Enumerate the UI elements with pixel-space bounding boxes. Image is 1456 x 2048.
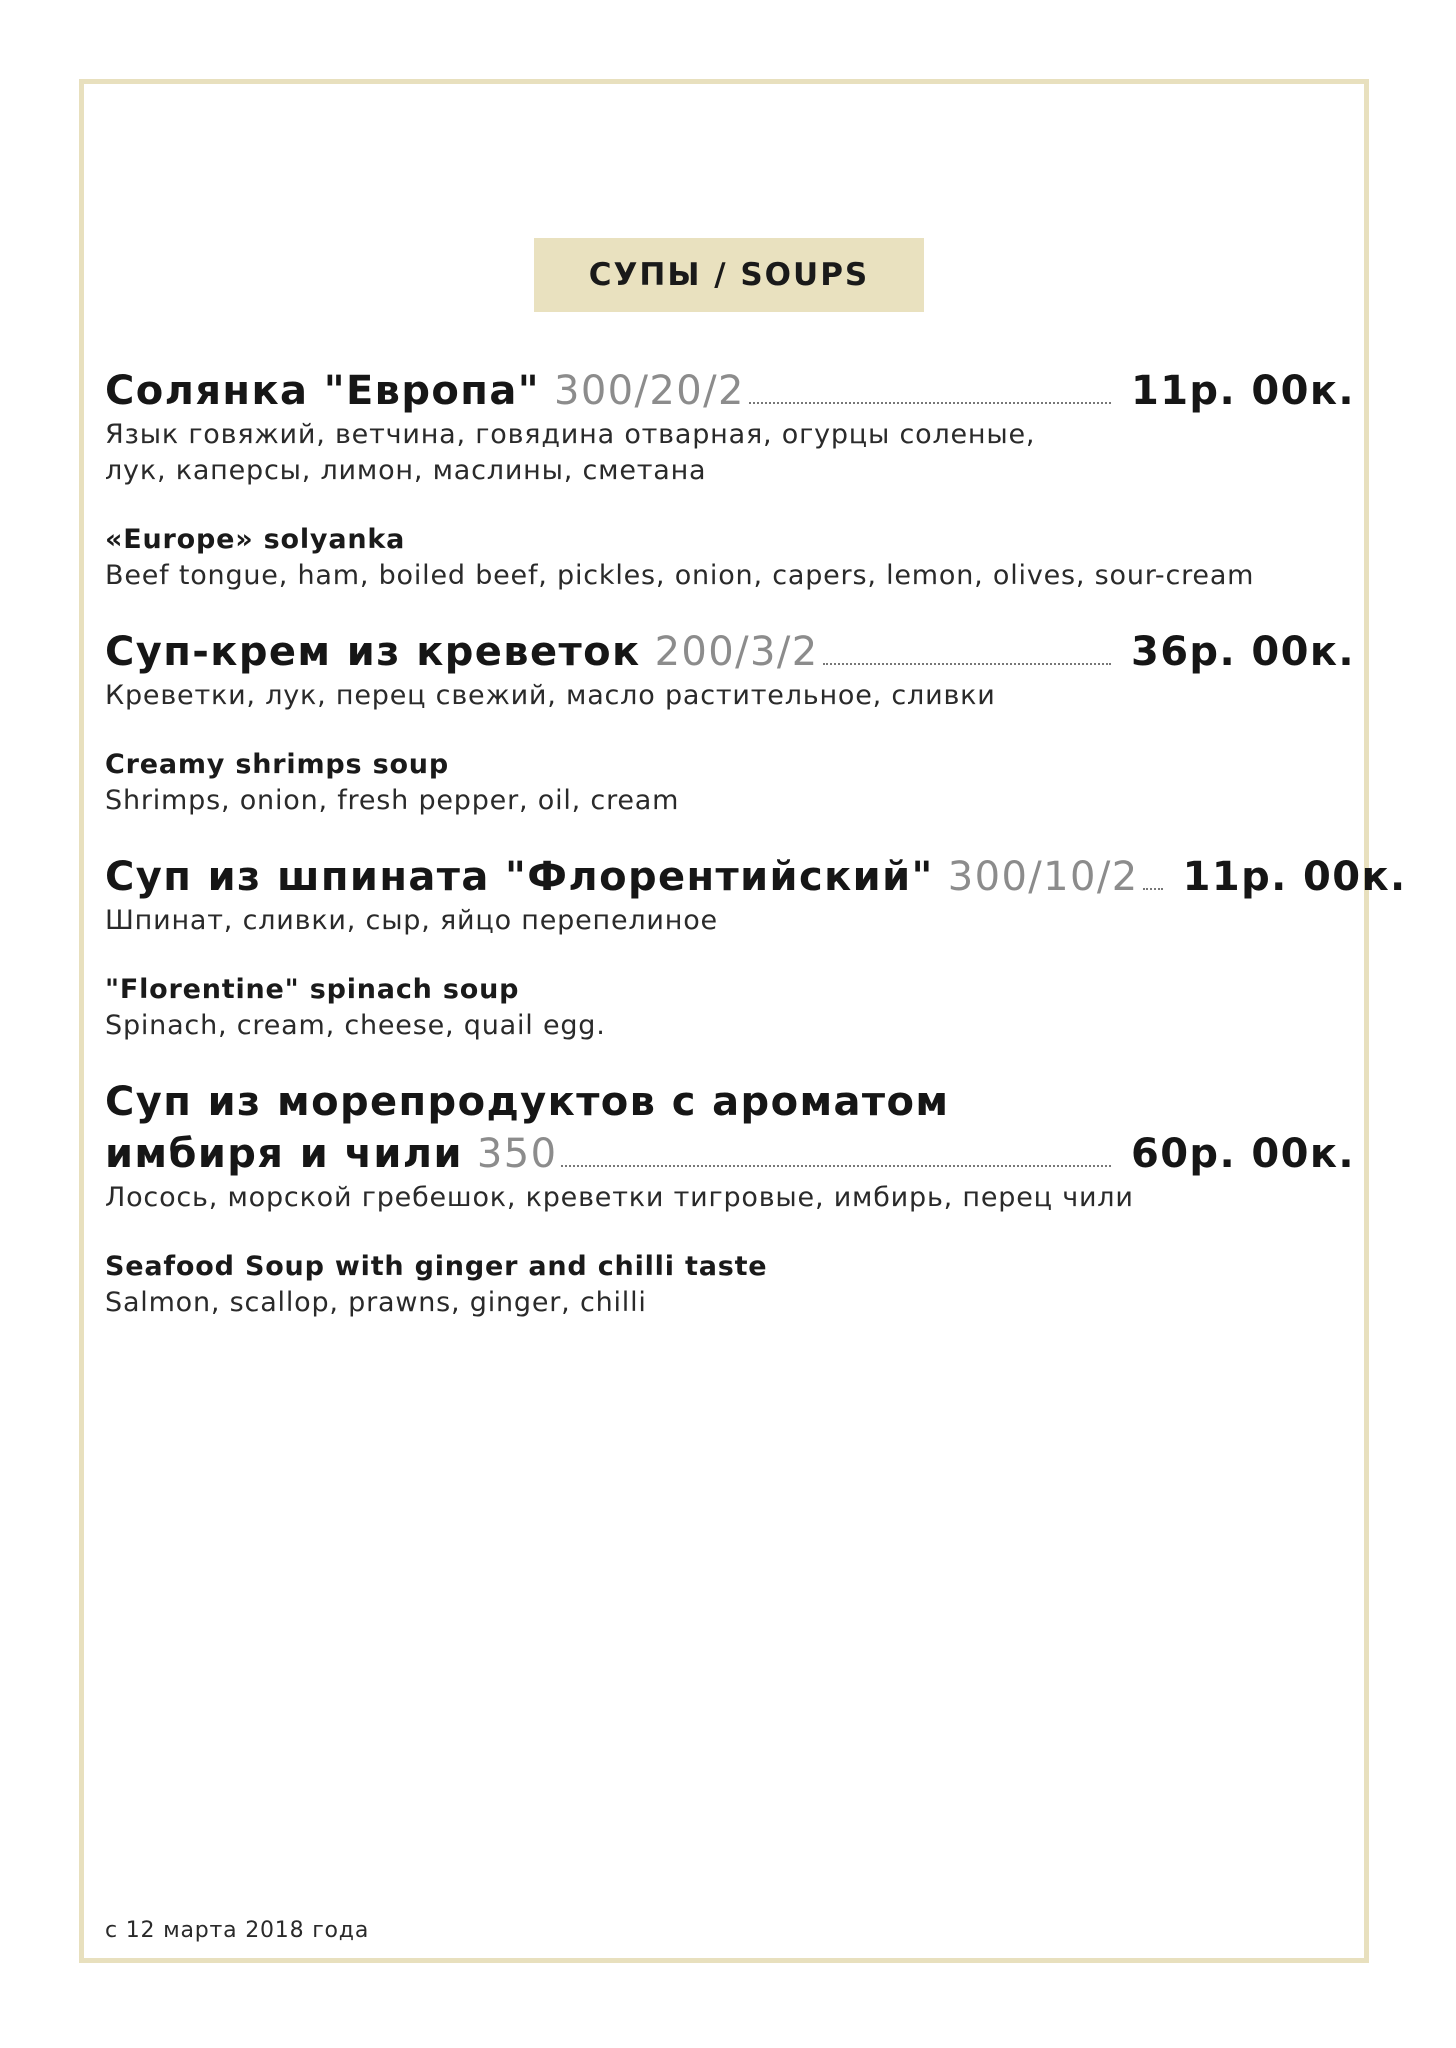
menu-item xyxy=(105,1076,1355,1321)
dotted-leader xyxy=(749,402,1111,404)
item-price: 11р. 00к. xyxy=(1130,368,1355,414)
item-desc-ru: лук, каперсы, лимон, маслины, сметана xyxy=(105,455,707,486)
menu-item xyxy=(105,626,1355,819)
item-title-row xyxy=(105,365,1355,417)
menu-item xyxy=(105,851,1407,1044)
item-title-en: Seafood Soup with ginger and chilli taste xyxy=(105,1251,768,1282)
item-weight: 350 xyxy=(476,1131,558,1177)
effective-date-note: с 12 марта 2018 года xyxy=(105,1918,370,1943)
section-title: СУПЫ / SOUPS xyxy=(534,238,924,312)
item-desc-ru: Язык говяжий, ветчина, говядина отварная, огурцы соленые, xyxy=(105,419,1036,450)
item-weight: 200/3/2 xyxy=(654,629,819,675)
item-price: 60р. 00к. xyxy=(1130,1131,1355,1177)
item-desc-ru: Креветки, лук, перец свежий, масло растительное, сливки xyxy=(105,680,996,711)
item-desc-en: Salmon, scallop, prawns, ginger, chilli xyxy=(105,1287,647,1318)
item-title-ru-line1: Суп из морепродуктов с ароматом xyxy=(105,1079,950,1125)
item-weight: 300/10/2 xyxy=(947,854,1139,900)
item-desc-ru: Шпинат, сливки, сыр, яйцо перепелиное xyxy=(105,905,718,936)
item-title-row xyxy=(105,851,1407,903)
item-title-ru: Суп-крем из креветок xyxy=(105,629,641,675)
item-price: 36р. 00к. xyxy=(1130,629,1355,675)
item-title-row xyxy=(105,1128,1355,1180)
item-title-en: «Europe» solyanka xyxy=(105,524,406,555)
item-title-en: Creamy shrimps soup xyxy=(105,749,449,780)
item-title-row xyxy=(105,626,1355,678)
item-weight: 300/20/2 xyxy=(553,368,745,414)
dotted-leader xyxy=(561,1165,1111,1167)
item-desc-en: Spinach, cream, cheese, quail egg. xyxy=(105,1010,606,1041)
item-title-ru: Солянка "Европа" xyxy=(105,368,540,414)
item-desc-ru: Лосось, морской гребешок, креветки тигровые, имбирь, перец чили xyxy=(105,1182,1134,1213)
item-title-ru: Суп из шпината "Флорентийский" xyxy=(105,854,934,900)
item-title-en: "Florentine" spinach soup xyxy=(105,974,520,1005)
dotted-leader xyxy=(1143,888,1163,890)
item-title-ru: имбиря и чили xyxy=(105,1131,463,1177)
item-desc-en: Beef tongue, ham, boiled beef, pickles, onion, capers, lemon, olives, sour-cream xyxy=(105,560,1255,591)
item-desc-en: Shrimps, onion, fresh pepper, oil, cream xyxy=(105,785,680,816)
dotted-leader xyxy=(823,663,1111,665)
item-price: 11р. 00к. xyxy=(1182,854,1407,900)
menu-item xyxy=(105,365,1355,594)
